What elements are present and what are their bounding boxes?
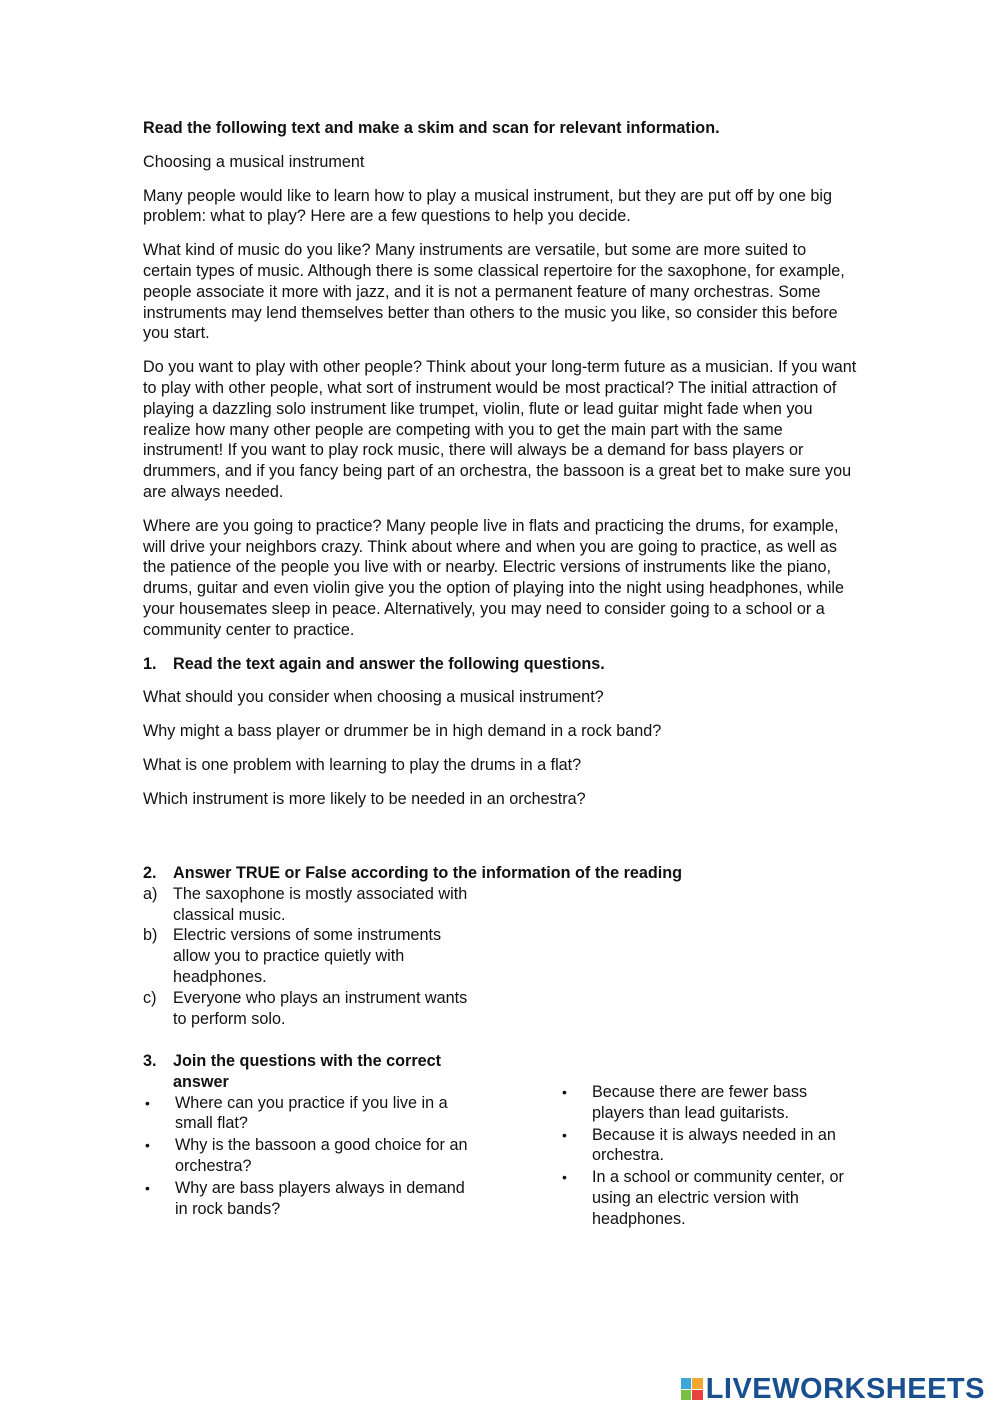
- section-number: 2.: [143, 864, 157, 882]
- item-text: Because there are fewer bass players than lead guitarists.: [592, 1083, 808, 1122]
- item-text: Electric versions of some instruments allow you to practice quietly with headphones.: [173, 926, 442, 986]
- logo-mark-icon: [681, 1378, 703, 1400]
- item-marker: b): [143, 926, 158, 945]
- tf-item: [143, 925, 473, 987]
- join-question: [143, 1178, 473, 1220]
- section-1-questions: [143, 687, 858, 809]
- bullet-icon: •: [562, 1169, 567, 1186]
- reading-title: Choosing a musical instrument: [143, 152, 365, 171]
- question-item: What is one problem with learning to play the drums in a flat?: [143, 755, 582, 774]
- item-text: Why is the bassoon a good choice for an orchestra?: [175, 1136, 468, 1175]
- item-marker: c): [143, 988, 157, 1007]
- section-title: Answer TRUE or False according to the information of the reading: [173, 864, 683, 882]
- join-question: [143, 1093, 473, 1135]
- bullet-icon: •: [562, 1126, 567, 1143]
- tf-item: [143, 884, 473, 926]
- bullet-icon: •: [145, 1179, 150, 1196]
- question-item: What should you consider when choosing a musical instrument?: [143, 688, 604, 707]
- reading-paragraph: Do you want to play with other people? Think about your long-term future as a musician. If you want to play with other people, what sort of instrument would be most practical? The initial attraction of playing a dazzling solo instrument like trumpet, violin, flute or lead guitar might fade when you realize how many other people are competing with you to get the main part with the same instrument! If you want to play rock music, there will always be a demand for bass players or drummers, and if you fancy being part of an orchestra, the bassoon is a great bet to make sure you are always needed.: [143, 358, 857, 501]
- bullet-icon: •: [562, 1084, 567, 1100]
- item-marker: a): [143, 884, 158, 903]
- section-1-heading: [143, 654, 858, 675]
- join-answer: [560, 1167, 860, 1229]
- liveworksheets-logo: [681, 1374, 985, 1404]
- item-text: In a school or community center, or using an electric version with headphones.: [592, 1168, 844, 1228]
- bullet-icon: •: [145, 1094, 150, 1111]
- join-answer: [560, 1082, 860, 1124]
- item-text: Everyone who plays an instrument wants to perform solo.: [173, 988, 468, 1028]
- section-title: Join the questions with the correct answer: [173, 1052, 442, 1091]
- reading-paragraph: Where are you going to practice? Many people live in flats and practicing the drums, for example, will drive your neighbors crazy. Think about where and when you are going to practice, as well as the patience of the people you live with or nearby. Electric versions of instruments like the piano, drums, guitar and even violin give you the option of playing into the night using headphones, while your housemates sleep in peace. Alternatively, you may need to consider going to a school or a community center to practice.: [143, 516, 845, 639]
- reading-paragraph: Many people would like to learn how to play a musical instrument, but they are put off by one big problem: what to play? Here are a few questions to help you decide.: [143, 186, 832, 226]
- section-3-heading: [143, 1051, 473, 1093]
- item-text: The saxophone is mostly associated with classical music.: [173, 884, 468, 924]
- section-3-join: [143, 1051, 473, 1220]
- question-item: Why might a bass player or drummer be in high demand in a rock band?: [143, 722, 662, 741]
- section-3-answers: [560, 1082, 860, 1231]
- tf-item: [143, 988, 473, 1030]
- section-title: Read the text again and answer the following questions.: [173, 654, 605, 673]
- question-item: Which instrument is more likely to be needed in an orchestra?: [143, 789, 586, 808]
- worksheet-body: [143, 118, 858, 823]
- instruction-text: Read the following text and make a skim and scan for relevant information.: [143, 119, 720, 137]
- item-text: Where can you practice if you live in a small flat?: [175, 1093, 448, 1133]
- join-question: [143, 1135, 473, 1177]
- section-2-true-false: [143, 863, 683, 1029]
- bullet-icon: •: [145, 1137, 150, 1154]
- item-text: Why are bass players always in demand in rock bands?: [175, 1178, 465, 1218]
- logo-text: LIVEWORKSHEETS: [705, 1373, 985, 1405]
- reading-paragraph: What kind of music do you like? Many instruments are versatile, but some are more suited to certain types of music. Although there is some classical repertoire for the saxophone, for example, people associate it more with jazz, and it is not a permanent feature of many orchestras. Some instruments may lend themselves better than others to the music you like, so consider this before you start.: [143, 241, 845, 343]
- join-answer: [560, 1125, 860, 1167]
- section-number: 3.: [143, 1052, 157, 1070]
- section-2-heading: [143, 863, 683, 884]
- section-number: 1.: [143, 654, 157, 673]
- item-text: Because it is always needed in an orchestra.: [592, 1125, 836, 1165]
